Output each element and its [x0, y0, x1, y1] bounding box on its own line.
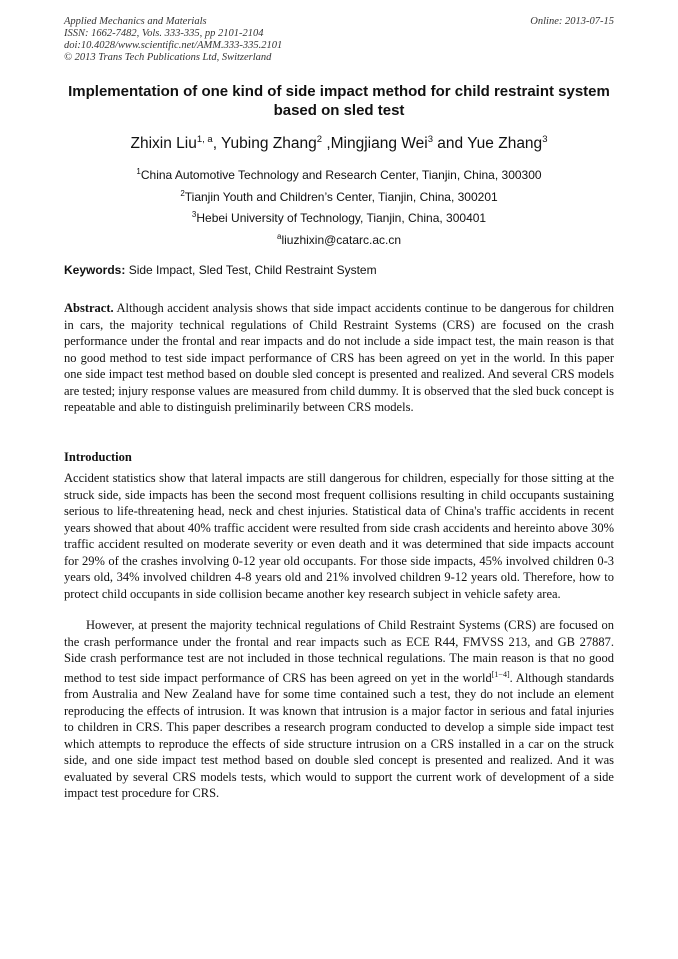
- author-sup: 3: [427, 134, 433, 145]
- author-sup: 1, a: [196, 134, 213, 145]
- affiliation-1: [64, 164, 614, 183]
- author-name: and Yue Zhang: [433, 135, 543, 153]
- keywords-label: Keywords:: [64, 263, 126, 277]
- author-sup: 3: [542, 134, 548, 145]
- abstract: [64, 300, 614, 416]
- author-list: [64, 130, 614, 154]
- author-name: , Yubing Zhang: [212, 135, 317, 153]
- keywords: [64, 263, 614, 278]
- affiliation-2: [64, 186, 614, 205]
- intro-paragraph-2: [64, 617, 614, 802]
- issn-line: ISSN: 1662-7482, Vols. 333-335, pp 2101-2104: [64, 28, 264, 39]
- keywords-text: Side Impact, Sled Test, Child Restraint System: [125, 263, 377, 277]
- abstract-label: Abstract.: [64, 301, 114, 315]
- affiliation-sup: 3: [191, 210, 197, 219]
- journal-header: [64, 16, 614, 64]
- copyright-line: © 2013 Trans Tech Publications Ltd, Switzerland: [64, 52, 272, 63]
- journal-name: Applied Mechanics and Materials: [64, 16, 207, 27]
- paragraph-text: However, at present the majority technical regulations of Child Restraint Systems (CRS) are focused on the crash performance under the frontal and rear impacts such as ECE R44, FMVSS 213, and GB 27887. Side crash performance test are not included in those technical regulations. The main reason is that no good method to test side impact performance of CRS has been agreed on yet in the world: [64, 618, 614, 685]
- online-date: Online: 2013-07-15: [530, 16, 614, 27]
- affiliation-sup: 2: [180, 189, 185, 198]
- paper-title: Implementation of one kind of side impact method for child restraint system based on sled test: [68, 83, 610, 119]
- abstract-text: Although accident analysis shows that side impact accidents continue to be dangerous for children in cars, the majority technical regulations of Child Restraint Systems (CRS) are focused on the crash performance under the frontal and rear impacts and do not include a side impact test, the main reason is that no good method to test side impact performance of CRS has been agreed on yet in the world. In this paper one side impact test method based on double sled concept is presented and realized. And several CRS models are tested; injury response values are measured from child dummy. It is observed that the sled buck concept is repeatable and able to distinguish preliminarily between CRS models.: [64, 301, 614, 414]
- paragraph-text: . Although standards from Australia and New Zealand have for some time contained such a test, they do not include an element reproducing the effects of intrusion. It was known that intrusion is a major factor in serious and fatal injuries to children in CRS. This paper describes a research program conducted to develop a simple side impact test which attempts to reproduce the effects of side structure intrusion on a CRS installed in a car on the struck side, and one side impact test method based on double sled concept is presented and realized. And it was evaluated by several CRS models tests, which would to support the current work of development of a side impact test procedure for CRS.: [64, 670, 614, 801]
- author-name: ,Mingjiang Wei: [322, 135, 428, 153]
- affiliation-text: China Automotive Technology and Research Center, Tianjin, China, 300300: [140, 168, 542, 182]
- email-text: liuzhixin@catarc.ac.cn: [281, 233, 401, 247]
- doi-line: doi:10.4028/www.scientific.net/AMM.333-335.2101: [64, 40, 283, 51]
- intro-paragraph-1: Accident statistics show that lateral impacts are still dangerous for children, especially for those sitting at the struck side, side impacts has been the second most frequent collisions resulting in child occupants sustaining serious to life-threatening head, neck and chest injuries. Statistical data of China's traffic accidents in recent years showed that about 40% traffic accident were resulted from side crash accidents and hereinto above 30% traffic accident resulted on moderate severity or even death and it was determined that side impacts account for 29% of the crashes involving 0-12 year old occupants. For those side impacts, 45% involved children 0-3 years old, 34% involved children 4-8 years old and 21% involved children 9-12 years old. Therefore, how to protect child occupants in side collision became another key research subject in vehicle safety area.: [64, 471, 614, 601]
- author-email: [64, 229, 614, 248]
- citation-ref: [1−4]: [491, 669, 510, 679]
- section-heading-introduction: Introduction: [64, 450, 132, 464]
- affiliation-sup: 1: [136, 167, 141, 176]
- author-name: Zhixin Liu: [130, 135, 197, 153]
- email-sup: a: [276, 232, 282, 241]
- affiliation-3: [64, 207, 614, 226]
- affiliation-text: Hebei University of Technology, Tianjin, China, 300401: [196, 211, 487, 225]
- author-sup: 2: [316, 134, 323, 145]
- affiliation-text: Tianjin Youth and Children’s Center, Tianjin, China, 300201: [184, 190, 498, 204]
